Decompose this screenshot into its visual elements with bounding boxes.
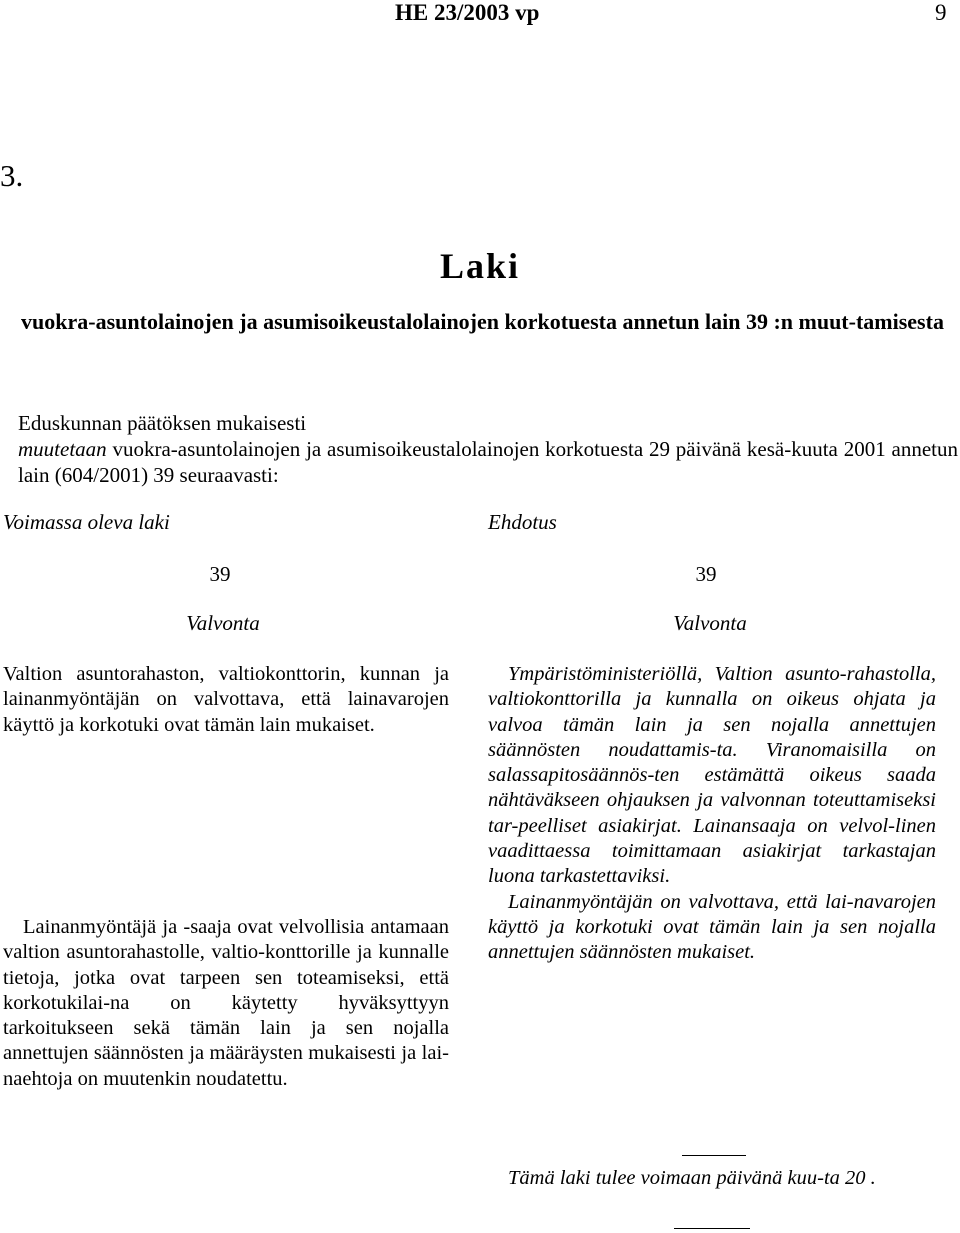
law-number: 3. — [0, 158, 24, 193]
document-id: HE 23/2003 vp — [395, 0, 540, 25]
enactment-clause — [18, 410, 958, 488]
section-heading-left: Valvonta — [186, 611, 260, 635]
column-heading-proposal: Ehdotus — [488, 510, 557, 534]
section-heading-right: Valvonta — [673, 611, 747, 635]
separator-line-bottom — [674, 1228, 750, 1229]
section-number-right: 39 — [695, 562, 717, 586]
page-number: 9 — [935, 0, 947, 25]
right-paragraph-2: Lainanmyöntäjän on valvottava, että lai-navarojen käyttö ja korkotuki ovat tämän lain ja sen nojalla annettujen säännösten mukaiset. — [488, 890, 936, 964]
law-subtitle: vuokra-asuntolainojen ja asumisoikeustalolainojen korkotuesta annetun lain 39 :n muut-tamisesta — [21, 309, 944, 334]
section-number-left: 39 — [209, 562, 231, 586]
entry-into-force-clause: Tämä laki tulee voimaan päivänä kuu-ta 20 . — [508, 1167, 876, 1189]
enactment-verb: muutetaan — [18, 437, 107, 461]
left-paragraph-1: Valtion asuntorahaston, valtiokonttorin, kunnan ja lainanmyöntäjän on valvottava, että lainavarojen käyttö ja korkotuki ovat tämän lain mukaiset. — [3, 663, 449, 736]
right-paragraph-1: Ympäristöministeriöllä, Valtion asunto-rahastolla, valtiokonttorilla ja kunnalla on oikeus ohjata ja valvoa tämän lain ja sen nojalla annettujen säännösten noudattamis-ta. Viranomaisilla on salassapitosäännös-ten estämättä oikeus saada nähtäväkseen ohjauksen ja valvonnan toteuttamiseksi tar-peelliset asiakirjat. Lainansaaja on velvol-linen vaadittaessa toimittamaan asiakirjat tarkastajan luona tarkastettaviksi. — [488, 663, 936, 888]
law-title: Laki — [439, 246, 521, 286]
enactment-text: vuokra-asuntolainojen ja asumisoikeustalolainojen korkotuesta 29 päivänä kesä-kuuta 2001 annetun lain (604/2001) 39 seuraavasti: — [18, 437, 958, 487]
enactment-line: Eduskunnan päätöksen mukaisesti — [18, 411, 307, 435]
left-paragraph-2: Lainanmyöntäjä ja -saaja ovat velvollisia antamaan valtion asuntorahastolle, valtio-konttorille ja kunnalle tietoja, jotka ovat tarpeen sen toteamiseksi, että korkotukilai-na on käytetty hyväksyttyyn tarkoitukseen sekä tämän lain ja sen nojalla annettujen säännösten ja määräysten mukaisesti ja lai-naehtoja on muutenkin noudatettu. — [3, 916, 449, 1090]
separator-line-top — [682, 1155, 746, 1156]
column-heading-current-law: Voimassa oleva laki — [3, 510, 170, 534]
right-paragraphs — [488, 662, 936, 966]
